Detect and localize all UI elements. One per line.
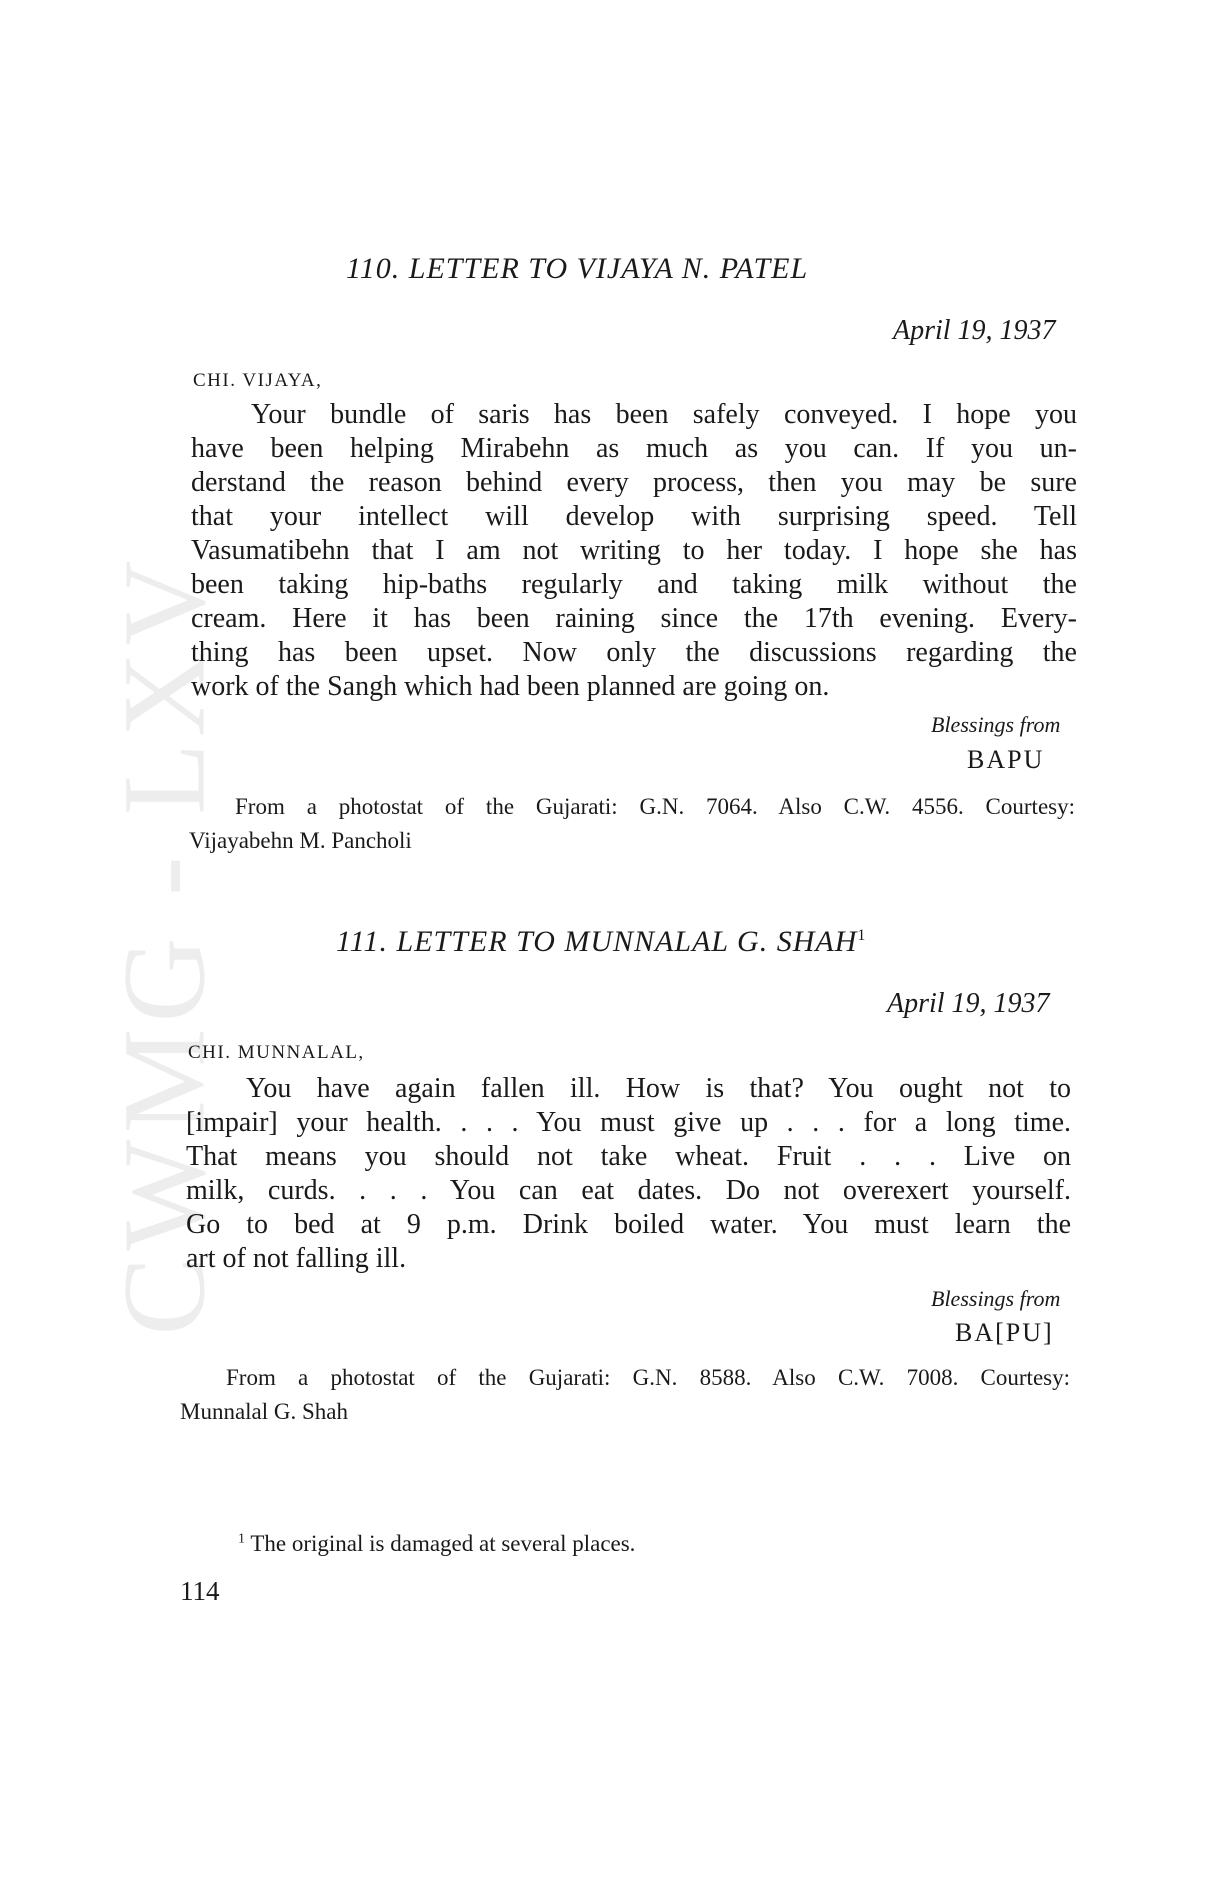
body-line: You have again fallen ill. How is that? You ought not to	[246, 1073, 1071, 1104]
source-note	[189, 790, 1075, 858]
body-line: art of not falling ill.	[186, 1243, 407, 1274]
letter-title-text: 110. LETTER TO VIJAYA N. PATEL	[346, 252, 809, 285]
body-line: derstand the reason behind every process, then you may be sure	[191, 467, 1077, 498]
body-line: thing has been upset. Now only the discussions regarding the	[191, 637, 1077, 668]
salutation: CHI. VIJAYA,	[193, 370, 323, 391]
body-line: Your bundle of saris has been safely conveyed. I hope you	[251, 399, 1077, 430]
signature: BA[PU]	[955, 1318, 1054, 1347]
body-line: [impair] your health. . . . You must give up . . . for a long time.	[186, 1107, 1071, 1138]
watermark-text: CWMG - LXV	[99, 554, 230, 1336]
footnote-text: The original is damaged at several places.	[250, 1531, 636, 1556]
source-line: Vijayabehn M. Pancholi	[189, 828, 412, 853]
signature: BAPU	[967, 745, 1045, 774]
source-line: Munnalal G. Shah	[180, 1399, 349, 1424]
letter-title	[336, 925, 866, 959]
blessings: Blessings from	[931, 712, 1061, 737]
footnote-mark: 1	[238, 1531, 245, 1547]
body-line: cream. Here it has been raining since the 17th evening. Every-	[191, 603, 1077, 634]
body-line: been taking hip-baths regularly and taking milk without the	[191, 569, 1077, 600]
source-note	[180, 1361, 1070, 1429]
source-line: From a photostat of the Gujarati: G.N. 7064. Also C.W. 4556. Courtesy:	[235, 794, 1075, 819]
blessings: Blessings from	[931, 1286, 1061, 1311]
letter-title	[346, 252, 808, 286]
letter-body	[191, 398, 1077, 704]
salutation: CHI. MUNNALAL,	[188, 1042, 365, 1063]
body-line: have been helping Mirabehn as much as you can. If you un-	[191, 433, 1077, 464]
source-line: From a photostat of the Gujarati: G.N. 8588. Also C.W. 7008. Courtesy:	[226, 1365, 1070, 1390]
page-number: 114	[180, 1576, 220, 1606]
body-line: that your intellect will develop with surprising speed. Tell	[191, 501, 1077, 532]
letter-title-text: 111. LETTER TO MUNNALAL G. SHAH	[336, 925, 858, 958]
footnote-mark: 1	[857, 927, 867, 944]
body-line: That means you should not take wheat. Fruit . . . Live on	[186, 1141, 1071, 1172]
letter-body	[186, 1072, 1071, 1276]
letter-date: April 19, 1937	[893, 315, 1056, 346]
body-line: Go to bed at 9 p.m. Drink boiled water. You must learn the	[186, 1209, 1071, 1240]
body-line: Vasumatibehn that I am not writing to her today. I hope she has	[191, 535, 1077, 566]
body-line: work of the Sangh which had been planned are going on.	[191, 671, 830, 702]
footnote	[238, 1531, 635, 1557]
body-line: milk, curds. . . . You can eat dates. Do not overexert yourself.	[186, 1175, 1071, 1206]
letter-date: April 19, 1937	[887, 988, 1050, 1019]
